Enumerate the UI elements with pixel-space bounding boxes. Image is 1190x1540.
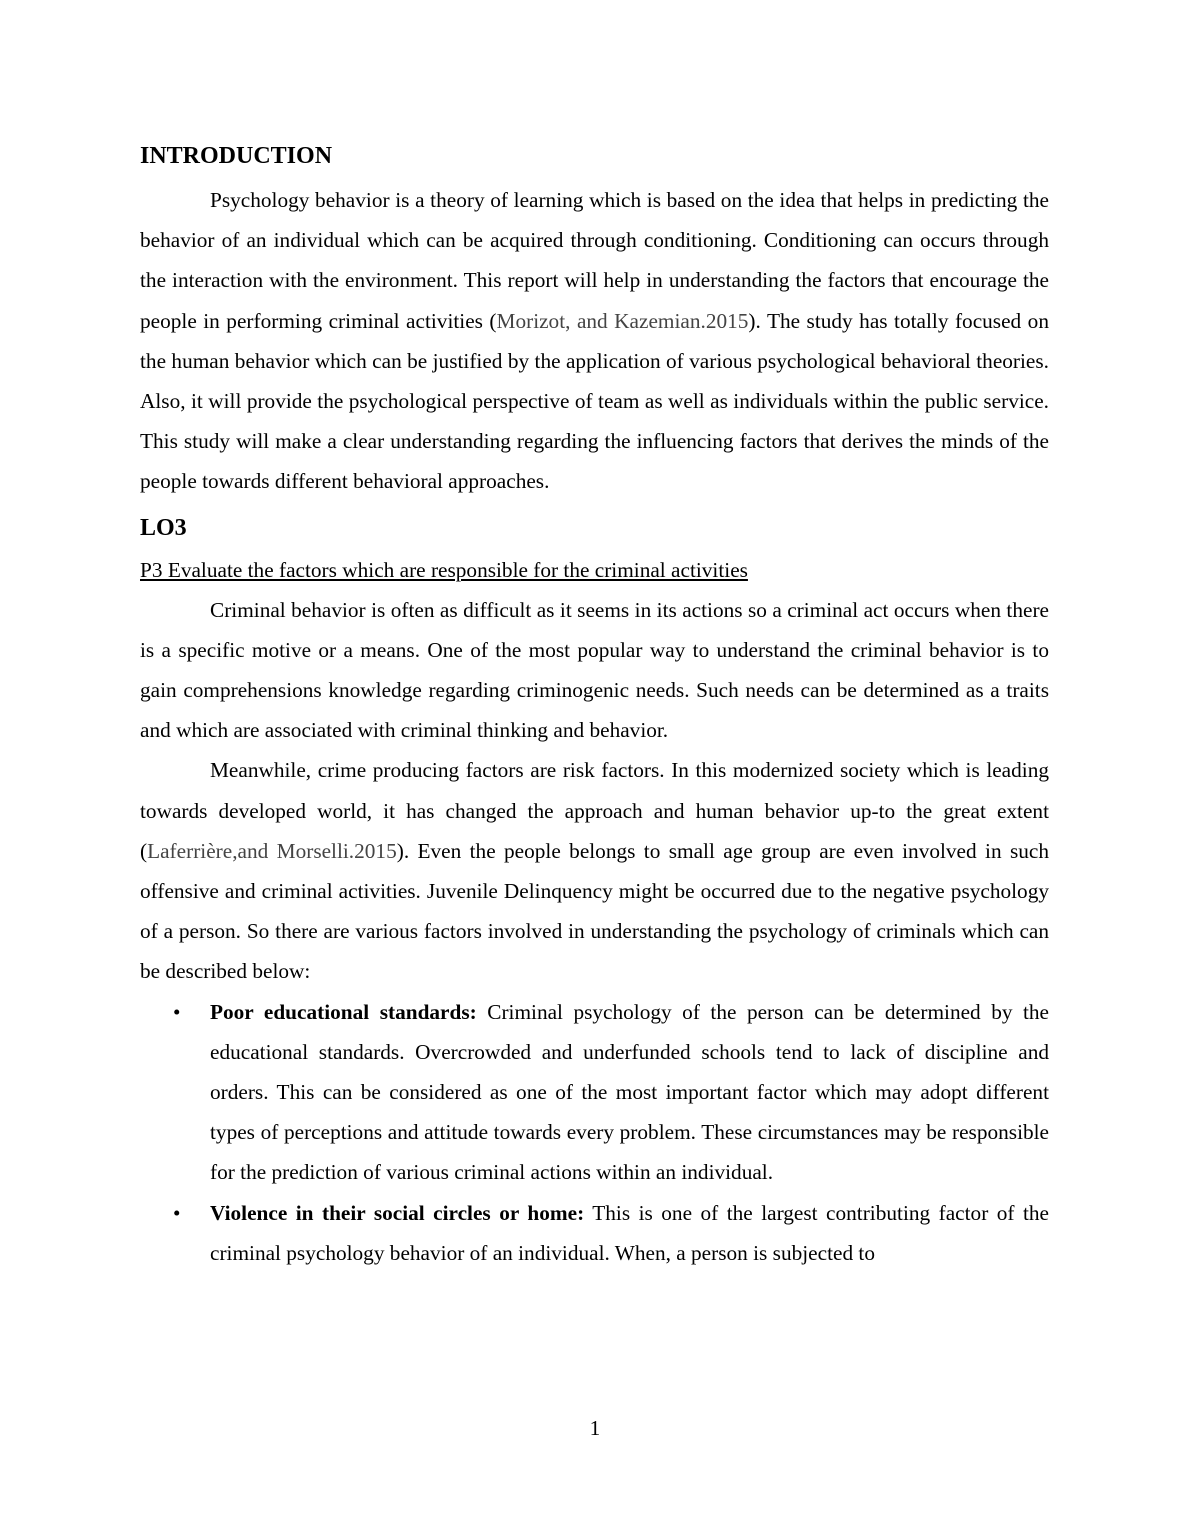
list-item-body: This is one of the largest contributing factor of the criminal psychology behavior of an individual. When, a person is subjected to bbox=[210, 1200, 1049, 1265]
risk-text-a: Meanwhile, crime producing factors are risk factors. In this modernized society which is leading towards developed world, it has changed the approach and human behavior up-to the great extent ( bbox=[140, 758, 1049, 863]
introduction-heading: INTRODUCTION bbox=[140, 143, 333, 169]
intro-text-b: ). The study has totally focused on the human behavior which can be justified by the application of various psychological behavioral theories. Also, it will provide the psychological perspective of team as well as individuals within the public service. This study will make a clear understanding regarding the influencing factors that derives the minds of the people towards different behavioral approaches. bbox=[140, 308, 1049, 494]
risk-citation: Laferrière,and Morselli.2015 bbox=[147, 838, 397, 863]
list-item bbox=[140, 992, 1049, 1193]
risk-factors-paragraph bbox=[140, 750, 1049, 991]
intro-text-a: Psychology behavior is a theory of learning which is based on the idea that helps in predicting the behavior of an individual which can be acquired through conditioning. Conditioning can occurs through the interaction with the environment. This report will help in understanding the factors that encourage the people in performing criminal activities ( bbox=[140, 188, 1049, 333]
list-item-title: Poor educational standards: bbox=[210, 999, 477, 1024]
list-item-text bbox=[210, 992, 1049, 1193]
list-item-text bbox=[210, 1193, 1049, 1273]
criminal-behavior-paragraph: Criminal behavior is often as difficult as it seems in its actions so a criminal act occurs when there is a specific motive or a means. One of the most popular way to understand the criminal behavior is to gain comprehensions knowledge regarding criminogenic needs. Such needs can be determined as a traits and which are associated with criminal thinking and behavior. bbox=[140, 597, 1049, 743]
lo3-heading: LO3 bbox=[140, 514, 187, 541]
page-number: 1 bbox=[589, 1416, 601, 1440]
p3-subheading: P3 Evaluate the factors which are responsible for the criminal activities bbox=[140, 557, 748, 582]
list-item-title: Violence in their social circles or home: bbox=[210, 1200, 585, 1225]
intro-citation: Morizot, and Kazemian.2015 bbox=[496, 308, 749, 333]
introduction-paragraph bbox=[140, 180, 1049, 502]
document-page bbox=[140, 138, 1049, 1273]
risk-text-b: ). Even the people belongs to small age group are even involved in such offensive and criminal activities. Juvenile Delinquency might be occurred due to the negative psychology of a person. So there are various factors involved in understanding the psychology of criminals which can be described below: bbox=[140, 838, 1050, 984]
list-item-body: Criminal psychology of the person can be determined by the educational standards. Overcrowded and underfunded schools tend to lack of discipline and orders. This can be considered as one of the most important factor which may adopt different types of perceptions and attitude towards every problem. These circumstances may be responsible for the prediction of various criminal actions within an individual. bbox=[210, 999, 1050, 1185]
bullet-icon: • bbox=[173, 999, 181, 1024]
bullet-icon: • bbox=[173, 1200, 181, 1225]
list-item bbox=[140, 1193, 1049, 1273]
factors-list bbox=[140, 992, 1049, 1273]
